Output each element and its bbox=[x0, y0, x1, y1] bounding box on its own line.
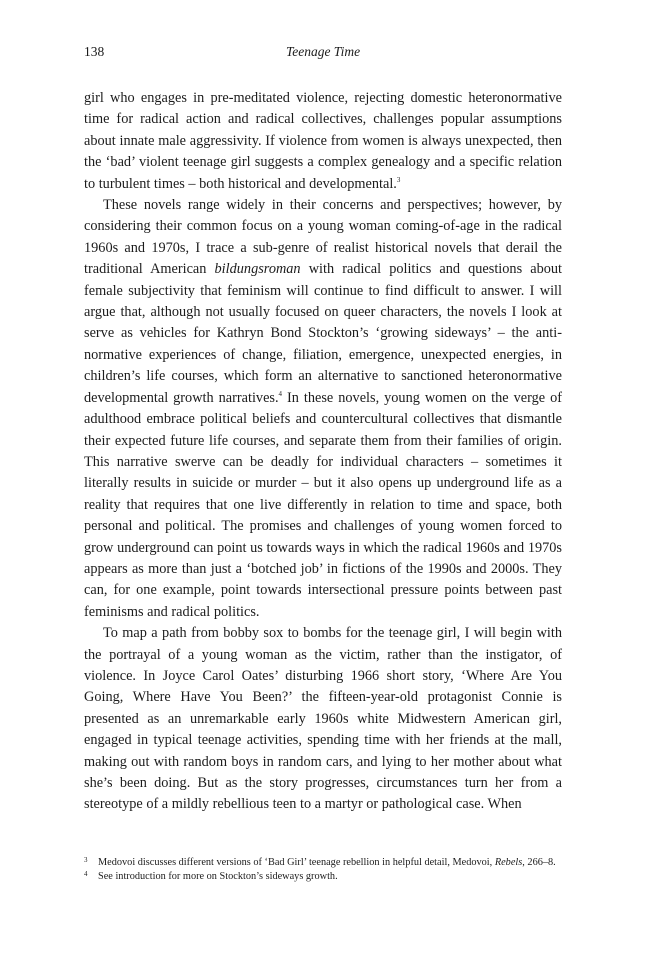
footnote-number: 4 bbox=[84, 870, 88, 878]
footnote-4 bbox=[84, 870, 562, 883]
body-text bbox=[84, 88, 562, 816]
paragraph-1 bbox=[84, 88, 562, 195]
paragraph-3 bbox=[84, 623, 562, 816]
footnote-3 bbox=[84, 856, 562, 869]
paragraph-2-text-c: In these novels, young women on the verge of adulthood embrace political beliefs and countercultural collectives that dismantle their expected future life courses, and separate them from their families of origin. This narrative swerve can be deadly for individual characters – sometimes it literally results in suicide or murder – but it also opens up underground life as a reality that requires that one live differently in relation to time and space, both personal and political. The promises and challenges of young women forced to grow underground can point us towards ways in which the radical 1960s and 1970s appears as more than just a ‘botched job’ in fictions of the 1990s and 2000s. They can, for one example, point towards intersectional pressure points between past feminisms and radical politics. bbox=[84, 389, 562, 620]
footnote-number: 3 bbox=[84, 856, 88, 864]
page-number: 138 bbox=[84, 44, 105, 59]
paragraph-2 bbox=[84, 195, 562, 623]
footnote-3-text: Medovoi discusses different versions of ‘Bad Girl’ teenage rebellion in helpful detail, Medovoi, bbox=[98, 857, 495, 868]
footnote-3-tail: , 266–8. bbox=[522, 857, 556, 868]
paragraph-2-italic: bildungsroman bbox=[214, 261, 301, 278]
running-head bbox=[84, 44, 562, 64]
running-title: Teenage Time bbox=[285, 44, 361, 59]
paragraph-2-text-b: with radical politics and questions about female subjectivity that feminism will continue to find difficult to answer. I will argue that, although not usually focused on queer characters, the novels I look at serve as vehicles for Kathryn Bond Stockton’s ‘growing sideways’ – the anti-normative experiences of change, filiation, emergence, unexpected energies, in children’s life courses, which form an alternative to sanctioned heteronormative developmental growth narratives. bbox=[84, 261, 562, 406]
footnote-text bbox=[98, 856, 562, 869]
footnote-ref-4[interactable]: 4 bbox=[278, 389, 283, 398]
footnotes bbox=[84, 856, 562, 884]
paragraph-1-text: girl who engages in pre-meditated violence, rejecting domestic heteronormative time for radical action and radical collectives, challenges popular assumptions about innate male aggressivity. If violence from women is always unexpected, then the ‘bad’ violent teenage girl suggests a complex genealogy and a specific relation to turbulent times – both historical and developmental. bbox=[84, 90, 562, 192]
footnote-3-italic: Rebels bbox=[494, 857, 523, 868]
footnote-4-text: See introduction for more on Stockton’s sideways growth. bbox=[98, 871, 338, 882]
footnote-ref-3[interactable]: 3 bbox=[396, 175, 401, 184]
paragraph-2-text-a: These novels range widely in their concerns and perspectives; however, by considering their common focus on a young woman coming-of-age in the radical 1960s and 1970s, I trace a sub-genre of realist historical novels that derail the traditional American bbox=[84, 197, 562, 278]
paragraph-3-text: To map a path from bobby sox to bombs for the teenage girl, I will begin with the portrayal of a young woman as the victim, rather than the instigator, of violence. In Joyce Carol Oates’ disturbing 1966 short story, ‘Where Are You Going, Where Have You Been?’ the fifteen-year-old protagonist Connie is presented as an unremarkable early 1960s white Midwestern American girl, engaged in typical teenage activities, spending time with her friends at the mall, making out with random boys in random cars, and lying to her mother about what she’s been doing. But as the story progresses, circumstances turn her from a stereotype of a mildly rebellious teen to a martyr or pathological case. When bbox=[84, 625, 562, 813]
